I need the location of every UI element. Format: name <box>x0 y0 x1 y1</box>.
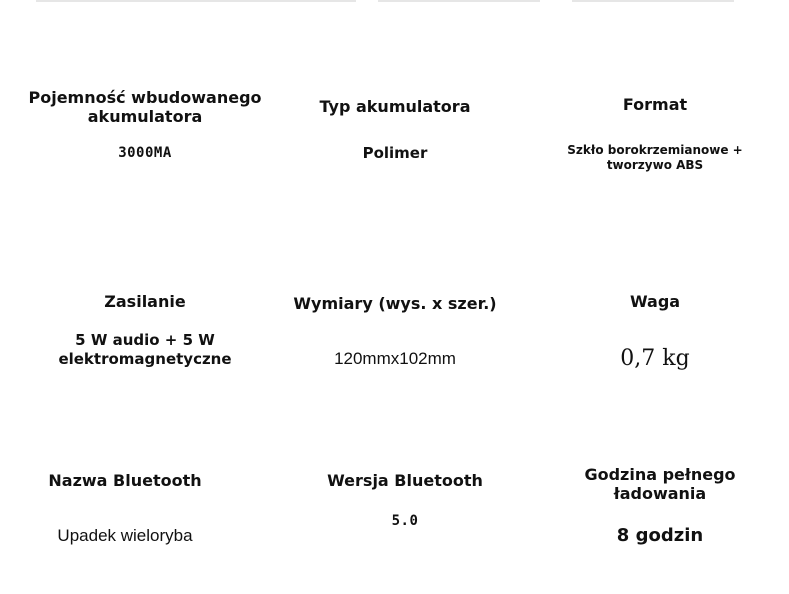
top-divider-left <box>36 0 356 2</box>
spec-value: 120mmx102mm <box>334 349 456 368</box>
spec-format <box>560 88 750 188</box>
spec-value: 5 W audio + 5 W elektromagnetyczne <box>58 331 232 368</box>
spec-label: Format <box>622 95 688 114</box>
spec-label: Wersja Bluetooth <box>327 471 483 490</box>
top-divider-right <box>572 0 734 2</box>
spec-value: Upadek wieloryba <box>57 526 193 545</box>
spec-bluetooth-version <box>300 471 510 561</box>
spec-label: Pojemność wbudowanego akumulatora <box>28 88 262 126</box>
spec-value: Szkło borokrzemianowe + tworzywo ABS <box>567 143 743 172</box>
spec-value: 5.0 <box>391 513 419 529</box>
spec-label: Wymiary (wys. x szer.) <box>293 294 497 313</box>
spec-label: Waga <box>629 292 681 311</box>
spec-label: Godzina pełnego ładowania <box>584 465 736 503</box>
spec-value: Polimer <box>362 144 428 162</box>
spec-label: Nazwa Bluetooth <box>48 471 202 490</box>
spec-value: 0,7 kg <box>620 346 690 371</box>
spec-power <box>20 292 270 382</box>
spec-dimensions <box>290 292 500 382</box>
spec-battery-capacity <box>20 88 270 188</box>
spec-value: 3000MA <box>118 145 172 161</box>
spec-bluetooth-name <box>20 471 230 561</box>
spec-battery-type <box>290 88 500 188</box>
spec-label: Typ akumulatora <box>319 97 471 116</box>
spec-weight <box>560 292 750 382</box>
spec-value: 8 godzin <box>616 525 704 546</box>
top-divider-middle <box>378 0 540 2</box>
spec-label: Zasilanie <box>104 292 186 311</box>
spec-full-charge-time <box>560 465 760 561</box>
